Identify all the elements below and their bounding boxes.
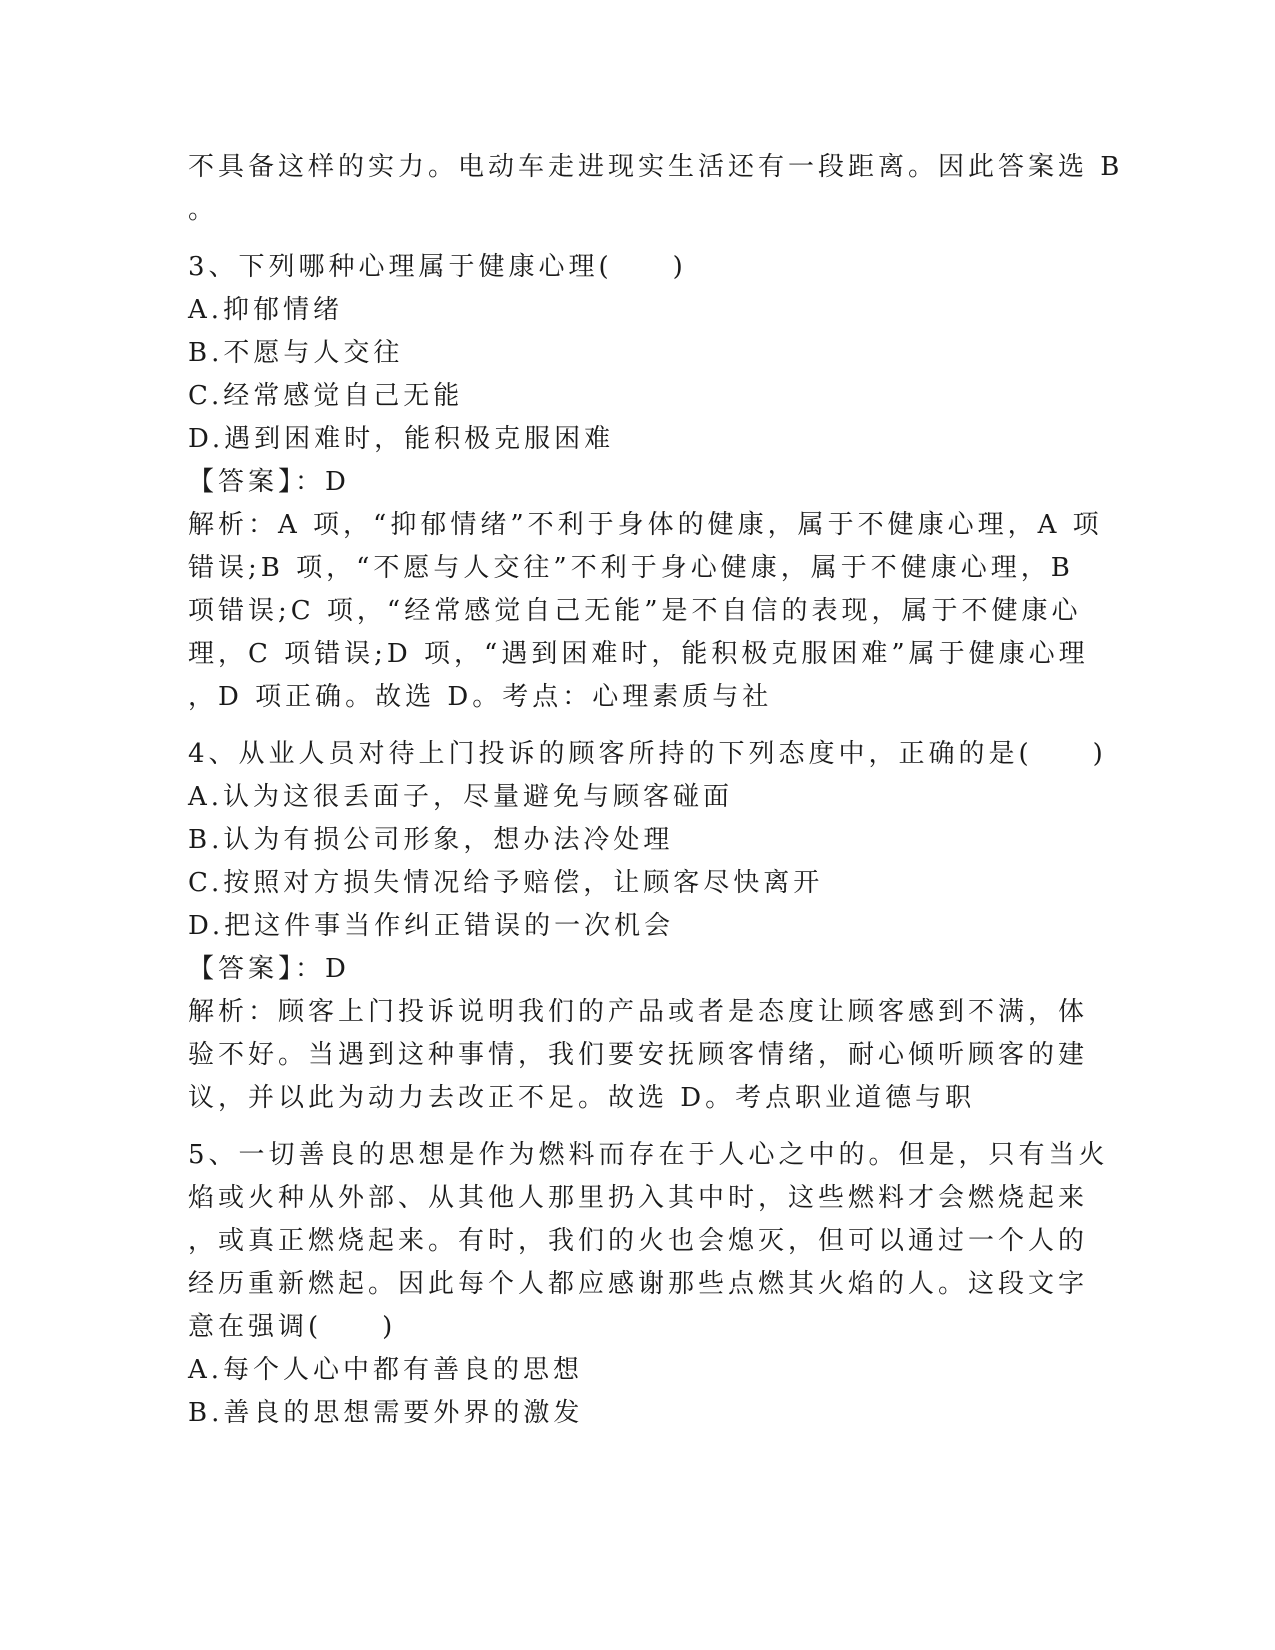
question-3-option-b: B.不愿与人交往 xyxy=(188,338,404,368)
question-4-title: 4、从业人员对待上门投诉的顾客所持的下列态度中，正确的是( ) xyxy=(188,739,1107,769)
question-3-option-d: D.遇到困难时，能积极克服困难 xyxy=(188,424,615,454)
question-4-answer: 【答案】：D xyxy=(188,954,350,984)
question-3-explanation-line-2: 错误;B 项，“不愿与人交往”不利于身心健康，属于不健康心理，B xyxy=(188,553,1074,583)
question-4-option-c: C.按照对方损失情况给予赔偿，让顾客尽快离开 xyxy=(188,868,824,898)
intro-line-2: 。 xyxy=(188,195,219,225)
question-5-option-b: B.善良的思想需要外界的激发 xyxy=(188,1398,584,1428)
document-body xyxy=(188,146,1124,1435)
question-3-explanation-line-1: 解析：A 项，“抑郁情绪”不利于身体的健康，属于不健康心理，A 项 xyxy=(188,510,1103,540)
question-5-title-line-5: 意在强调( ) xyxy=(188,1312,397,1342)
question-3-explanation-line-5: ，D 项正确。故选 D。考点：心理素质与社 xyxy=(188,682,773,712)
question-3-option-a: A.抑郁情绪 xyxy=(188,295,344,325)
question-3-answer: 【答案】：D xyxy=(188,467,350,497)
question-3-explanation-line-3: 项错误;C 项，“经常感觉自己无能”是不自信的表现，属于不健康心 xyxy=(188,596,1082,626)
question-3-title: 3、下列哪种心理属于健康心理( ) xyxy=(188,252,687,282)
question-4-option-b: B.认为有损公司形象，想办法冷处理 xyxy=(188,825,674,855)
question-5-title-line-1: 5、一切善良的思想是作为燃料而存在于人心之中的。但是，只有当火 xyxy=(188,1140,1109,1170)
question-3-option-c: C.经常感觉自己无能 xyxy=(188,381,464,411)
question-4-explanation-line-1: 解析：顾客上门投诉说明我们的产品或者是态度让顾客感到不满，体 xyxy=(188,997,1089,1027)
question-5-title-line-4: 经历重新燃起。因此每个人都应感谢那些点燃其火焰的人。这段文字 xyxy=(188,1269,1089,1299)
intro-line-1: 不具备这样的实力。电动车走进现实生活还有一段距离。因此答案选 B xyxy=(188,152,1124,182)
question-4-option-d: D.把这件事当作纠正错误的一次机会 xyxy=(188,911,675,941)
question-5-option-a: A.每个人心中都有善良的思想 xyxy=(188,1355,584,1385)
question-4-explanation-line-3: 议，并以此为动力去改正不足。故选 D。考点职业道德与职 xyxy=(188,1083,976,1113)
question-5-title-line-3: ，或真正燃烧起来。有时，我们的火也会熄灭，但可以通过一个人的 xyxy=(188,1226,1089,1256)
question-4-option-a: A.认为这很丢面子，尽量避免与顾客碰面 xyxy=(188,782,734,812)
question-4-explanation-line-2: 验不好。当遇到这种事情，我们要安抚顾客情绪，耐心倾听顾客的建 xyxy=(188,1040,1089,1070)
question-5-title-line-2: 焰或火种从外部、从其他人那里扔入其中时，这些燃料才会燃烧起来 xyxy=(188,1183,1089,1213)
question-3-explanation-line-4: 理，C 项错误;D 项，“遇到困难时，能积极克服困难”属于健康心理 xyxy=(188,639,1089,669)
